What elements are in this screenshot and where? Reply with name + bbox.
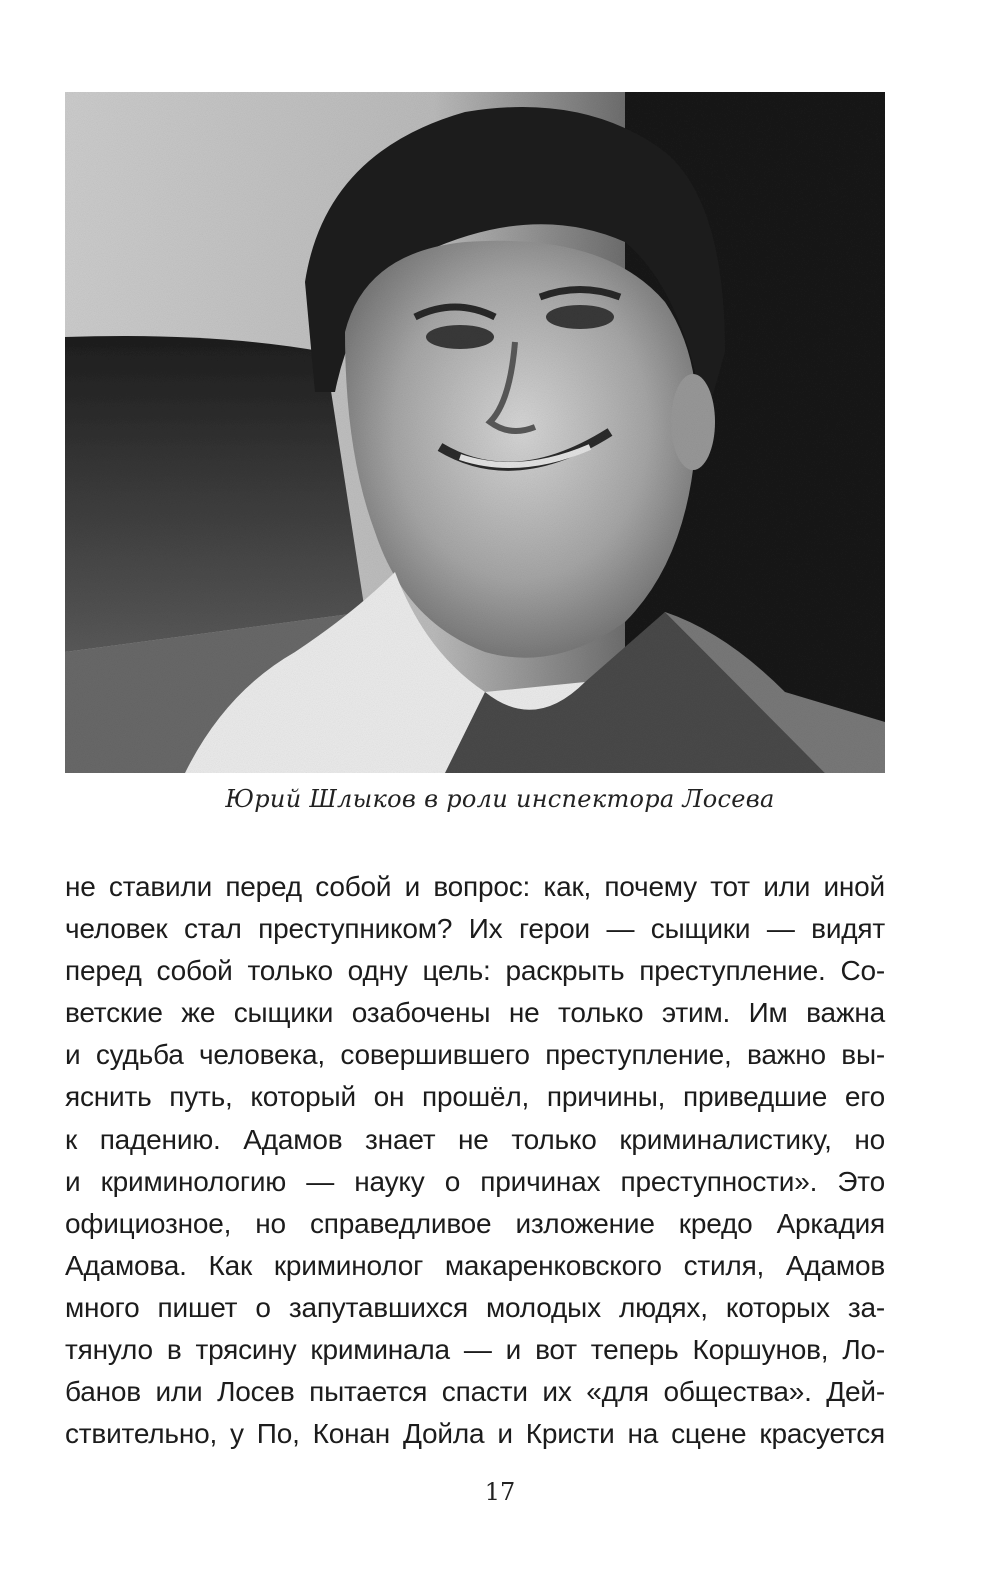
text-line: банов или Лосев пытается спасти их «для общества». Дей- (65, 1376, 885, 1408)
text-line: много пишет о запутавшихся молодых людях, которых за- (65, 1291, 885, 1323)
text-line: не ставили перед собой и вопрос: как, почему тот или иной (65, 871, 885, 902)
photo-caption: Юрий Шлыков в роли инспектора Лосева (225, 785, 775, 813)
text-line: ствительно, у По, Конан Дойла и Кристи на сцене красуется (65, 1418, 885, 1450)
text-line: и криминологию — науку о причинах преступности». Это (65, 1165, 885, 1197)
body-paragraph (65, 866, 885, 1455)
portrait-photo (65, 92, 885, 773)
text-line: человек стал преступником? Их герои — сыщики — видят (65, 913, 885, 945)
text-line: перед собой только одну цель: раскрыть преступление. Со- (65, 955, 885, 987)
text-line: и судьба человека, совершившего преступление, важно вы- (65, 1039, 885, 1071)
text-line: официозное, но справедливое изложение кредо Аркадия (65, 1207, 885, 1239)
portrait-image (65, 92, 885, 773)
text-line: яснить путь, который он прошёл, причины, приведшие его (65, 1081, 885, 1113)
page-number: 17 (484, 1478, 516, 1506)
text-line: ветские же сыщики озабочены не только этим. Им важна (65, 997, 885, 1029)
text-line: Адамова. Как криминолог макаренковского стиля, Адамов (65, 1249, 885, 1281)
text-line: тянуло в трясину криминала — и вот теперь Коршунов, Ло- (65, 1334, 885, 1366)
text-line: к падению. Адамов знает не только криминалистику, но (65, 1123, 885, 1155)
